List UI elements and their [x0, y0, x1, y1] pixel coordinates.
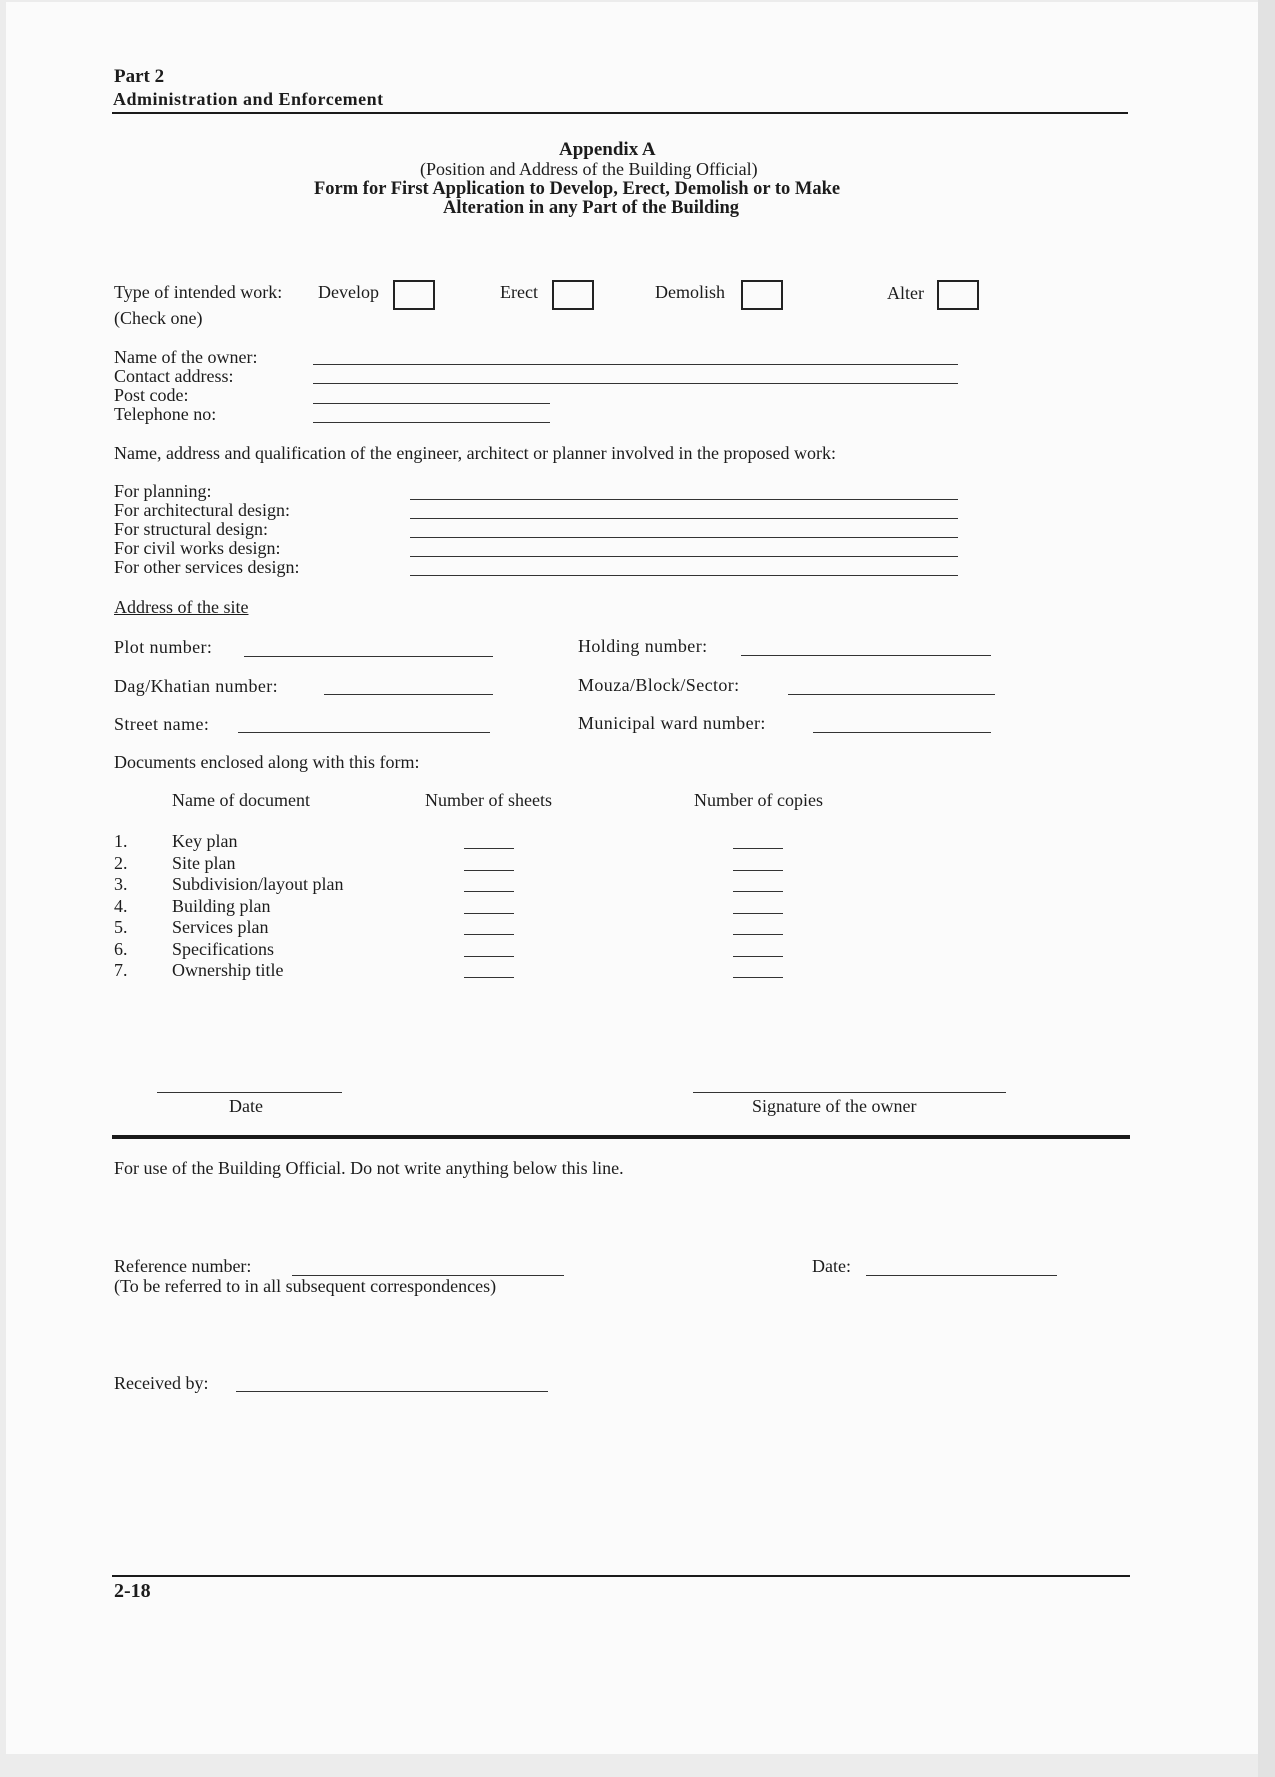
document-name: Subdivision/layout plan: [172, 874, 344, 894]
footer-rule: [112, 1575, 1130, 1577]
work-option-alter: Alter: [887, 283, 924, 303]
work-option-demolish: Demolish: [655, 282, 725, 302]
date-signature-line[interactable]: [157, 1092, 342, 1093]
dag-khatian-label: Dag/Khatian number:: [114, 676, 279, 696]
ward-number-label: Municipal ward number:: [578, 713, 766, 733]
work-option-erect: Erect: [500, 282, 538, 302]
plot-number-field[interactable]: [244, 656, 493, 657]
document-number: 6.: [114, 938, 128, 959]
document-number: 2.: [114, 852, 128, 873]
dag-khatian-field[interactable]: [324, 694, 493, 695]
mouza-label: Mouza/Block/Sector:: [578, 675, 740, 695]
document-name: Services plan: [172, 917, 269, 937]
structural-field[interactable]: [410, 537, 958, 538]
copies-count-field[interactable]: [733, 870, 783, 871]
sheets-count-field[interactable]: [464, 977, 514, 978]
page-number: 2-18: [114, 1580, 151, 1602]
document-name: Specifications: [172, 938, 274, 959]
appendix-subtitle: (Position and Address of the Building Official): [420, 159, 758, 179]
official-divider: [112, 1135, 1130, 1139]
copies-count-field[interactable]: [733, 977, 783, 978]
telephone-label: Telephone no:: [114, 404, 217, 424]
document-number: 7.: [114, 960, 128, 980]
architectural-field[interactable]: [410, 518, 958, 519]
street-name-label: Street name:: [114, 714, 210, 734]
form-title-line1: Form for First Application to Develop, Erect, Demolish or to Make: [314, 179, 841, 199]
part-label: Part 2: [114, 66, 165, 87]
plot-number-label: Plot number:: [114, 637, 213, 657]
document-number: 5.: [114, 917, 128, 937]
architectural-label: For architectural design:: [114, 500, 290, 520]
document-name: Building plan: [172, 895, 271, 916]
received-by-label: Received by:: [114, 1373, 209, 1393]
page-margin: [1258, 0, 1275, 1777]
post-code-label: Post code:: [114, 385, 189, 405]
engineer-intro: Name, address and qualification of the engineer, architect or planner involved in the proposed work:: [114, 443, 837, 463]
mouza-field[interactable]: [788, 694, 995, 695]
develop-checkbox[interactable]: [393, 280, 435, 310]
civil-works-label: For civil works design:: [114, 538, 281, 558]
erect-checkbox[interactable]: [552, 280, 594, 310]
official-notice: For use of the Building Official. Do not write anything below this line.: [114, 1158, 624, 1178]
appendix-title: Appendix A: [559, 139, 656, 160]
planning-field[interactable]: [410, 499, 958, 500]
copies-count-field[interactable]: [733, 956, 783, 957]
other-services-label: For other services design:: [114, 557, 300, 577]
reference-number-label: Reference number:: [114, 1256, 252, 1276]
copies-count-field[interactable]: [733, 848, 783, 849]
contact-address-field[interactable]: [313, 383, 958, 384]
owner-signature-label: Signature of the owner: [752, 1096, 917, 1116]
date-label: Date: [229, 1096, 263, 1116]
street-name-field[interactable]: [238, 732, 490, 733]
section-label: Administration and Enforcement: [113, 89, 384, 109]
sheets-count-field[interactable]: [464, 848, 514, 849]
civil-works-field[interactable]: [410, 556, 958, 557]
document-number: 3.: [114, 874, 128, 894]
official-date-label: Date:: [812, 1256, 851, 1276]
col-number-copies: Number of copies: [694, 790, 823, 810]
other-services-field[interactable]: [410, 575, 958, 576]
sheets-count-field[interactable]: [464, 891, 514, 892]
official-date-field[interactable]: [866, 1275, 1057, 1276]
copies-count-field[interactable]: [733, 913, 783, 914]
check-one-hint: (Check one): [114, 308, 203, 328]
reference-note: (To be referred to in all subsequent correspondences): [114, 1276, 497, 1296]
sheets-count-field[interactable]: [464, 956, 514, 957]
col-number-sheets: Number of sheets: [425, 790, 552, 810]
telephone-field[interactable]: [313, 422, 550, 423]
demolish-checkbox[interactable]: [741, 280, 783, 310]
contact-address-label: Contact address:: [114, 366, 234, 386]
copies-count-field[interactable]: [733, 891, 783, 892]
owner-name-label: Name of the owner:: [114, 347, 258, 367]
owner-signature-line[interactable]: [693, 1092, 1006, 1093]
document-number: 1.: [114, 831, 128, 851]
documents-intro: Documents enclosed along with this form:: [114, 752, 420, 772]
form-title-line2: Alteration in any Part of the Building: [443, 198, 740, 218]
sheets-count-field[interactable]: [464, 934, 514, 935]
owner-name-field[interactable]: [313, 364, 958, 365]
holding-number-label: Holding number:: [578, 636, 708, 656]
document-name: Ownership title: [172, 960, 284, 980]
alter-checkbox[interactable]: [937, 280, 979, 310]
received-by-field[interactable]: [236, 1391, 548, 1392]
header-rule: [112, 112, 1128, 114]
work-option-develop: Develop: [318, 282, 379, 302]
copies-count-field[interactable]: [733, 934, 783, 935]
document-name: Key plan: [172, 831, 238, 851]
work-type-label: Type of intended work:: [114, 282, 283, 302]
document-number: 4.: [114, 895, 128, 916]
post-code-field[interactable]: [313, 403, 550, 404]
ward-number-field[interactable]: [813, 732, 991, 733]
document-name: Site plan: [172, 852, 236, 873]
sheets-count-field[interactable]: [464, 870, 514, 871]
holding-number-field[interactable]: [741, 655, 991, 656]
structural-label: For structural design:: [114, 519, 268, 539]
planning-label: For planning:: [114, 481, 212, 501]
sheets-count-field[interactable]: [464, 913, 514, 914]
col-document-name: Name of document: [172, 790, 310, 810]
site-address-heading: Address of the site: [114, 597, 249, 617]
